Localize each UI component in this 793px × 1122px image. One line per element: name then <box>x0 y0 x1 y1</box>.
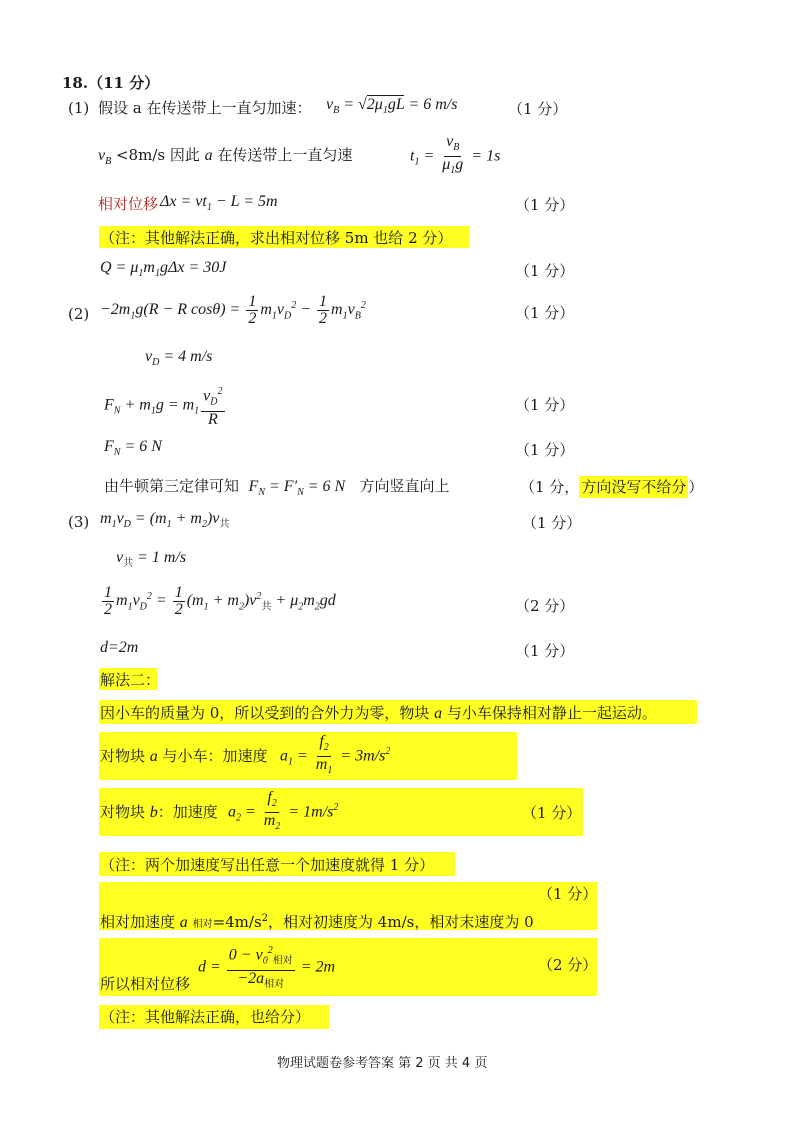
alt-eq-a1: $a_1$ = $\frac{f_2}{m_1}$ = $3m/s^2$ <box>280 733 391 777</box>
p1-label: (1) <box>68 99 90 117</box>
p2-eq-fn: $F_N + m_1g = m_1$ $\frac{v_D^2}{R}$ <box>104 386 223 428</box>
p1-intro: 假设 a 在传送带上一直匀加速： <box>98 99 312 117</box>
p2-newton: 由牛顿第三定律可知 $F_N = F'_N = 6$ N 方向竖直向上 <box>104 477 450 499</box>
alt-line4: 相对加速度 a 相对$=4m/s^2$，相对初速度为 4m/s，相对末速度为 0 <box>100 913 534 931</box>
p1-eq-q: $Q = \mu_1m_1g\Delta x = 30J$ <box>100 259 227 280</box>
alt-note2: （注：其他解法正确，也给分） <box>100 1008 311 1026</box>
p3-eq-vgong: $v_共 = 1$ m/s <box>116 549 187 570</box>
alt-note1: （注：两个加速度写出任意一个加速度就得 1 分） <box>100 856 435 874</box>
p1-eq-t1: $t_1$ = $\frac{v_B}{\mu_1g}$ = 1s <box>410 133 501 177</box>
page-footer: 物理试题卷参考答案 第 2 页 共 4 页 <box>277 1056 488 1071</box>
alt-line1: 因小车的质量为 0，所以受到的合外力为零，物块 a 与小车保持相对静止一起运动。 <box>100 704 657 722</box>
p2-label: (2) <box>68 305 90 323</box>
p1-eq-dx: $\Delta x = vt_1 - L = 5m$ <box>160 193 278 214</box>
alt-eq-a2: $a_2$ = $\frac{f_2}{m_2}$ = $1m/s^2$ <box>228 789 339 833</box>
p3-label: (3) <box>68 513 90 531</box>
alt-line3: 对物块 b：加速度 <box>100 803 218 821</box>
alt-title: 解法二： <box>100 671 161 689</box>
p3-score1: （1 分） <box>522 514 582 532</box>
p2-eq-energy: $-2m_1g(R - R$ cosθ) = $\frac{1}{2}$ $m_1v_D^2$ − $\frac{1}{2}$ $m_1v_B^2$ <box>100 293 366 327</box>
p3-eq-d: d=2m <box>100 639 139 656</box>
p1-score3: （1 分） <box>515 262 575 280</box>
p1-rel-label: 相对位移 <box>98 195 159 213</box>
p3-eq-momentum: $m_1v_D = (m_1 + m_2)v_共$ <box>100 510 230 531</box>
p1-score1: （1 分） <box>508 100 568 118</box>
p1-cond: $v_B <8m/s$ 因此 a 在传送带上一直匀速 <box>98 146 353 168</box>
question-header: 18.（11 分） <box>62 74 160 92</box>
p3-score2: （2 分） <box>515 597 575 615</box>
p2-eq-fn-val: $F_N = 6$ N <box>104 438 162 459</box>
p3-score3: （1 分） <box>515 642 575 660</box>
alt-score1: （1 分） <box>522 804 582 822</box>
alt-line5: 所以相对位移 <box>100 975 191 993</box>
alt-score3: （2 分） <box>538 956 598 974</box>
p3-eq-energy: $\frac{1}{2}$ $m_1v_D^2$ = $\frac{1}{2}$ $(m_1 + m_2)v^2_共 + \mu_2m_2gd$ <box>104 584 336 618</box>
p1-eq-vb: $v_B = √2\mu_1gL = 6$ m/s <box>326 96 458 117</box>
p1-score2: （1 分） <box>515 196 575 214</box>
p2-score3: （1 分） <box>515 441 575 459</box>
p1-note: （注：其他解法正确，求出相对位移 5m 也给 2 分） <box>100 229 453 247</box>
alt-eq-d: d = $\frac{0 - v_0^2_{相对}}{-2a_{相对}}$ = 2m <box>198 945 336 990</box>
alt-line2: 对物块 a 与小车：加速度 <box>100 747 268 765</box>
p2-eq-vd: $v_D = 4$ m/s <box>145 348 213 369</box>
alt-score2: （1 分） <box>538 885 598 903</box>
p2-score1: （1 分） <box>515 304 575 322</box>
p2-score4: （1 分， 方向没写不给分 ） <box>520 478 704 496</box>
p2-score4-highlight: 方向没写不给分 <box>581 478 687 496</box>
p2-score2: （1 分） <box>515 396 575 414</box>
